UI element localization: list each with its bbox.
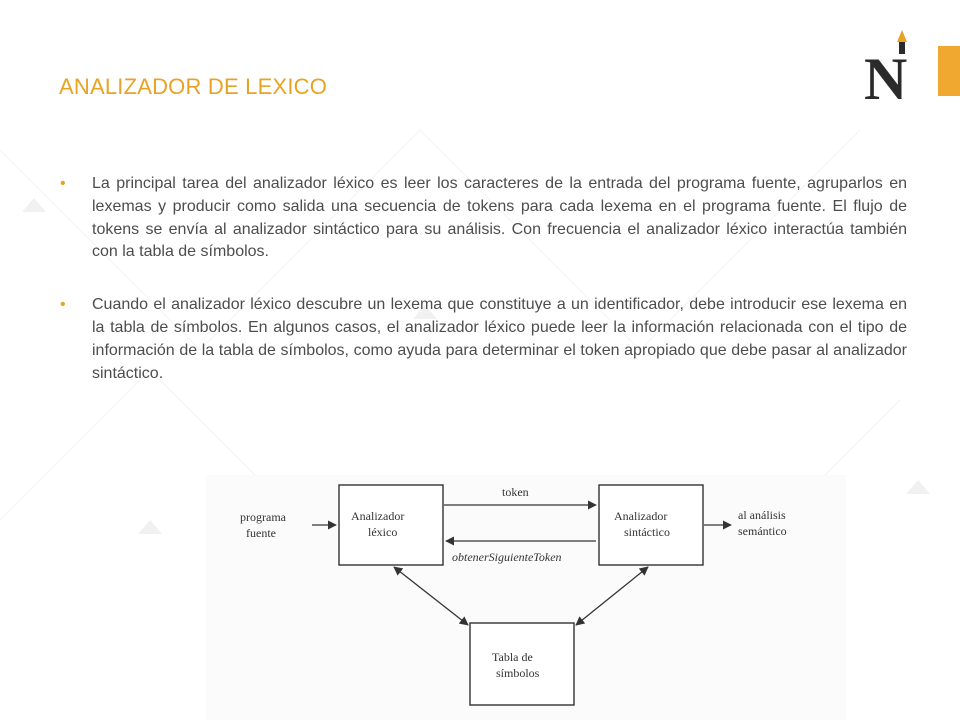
parser-label-line1: Analizador <box>614 509 668 523</box>
symbol-table-box <box>470 623 574 705</box>
bullet-text-2: Cuando el analizador léxico descubre un lexema que constituye a un identificador, debe introducir ese lexema en la tabla de símbolos. En algunos casos, el analizador léxico puede leer la información relacionada con el tipo de información de la tabla de símbolos, como ayuda para determinar el token apropiado que debe pasar al analizador sintáctico. <box>92 296 907 382</box>
lexer-label-line1: Analizador <box>351 509 405 523</box>
symbol-table-label-line2: símbolos <box>496 666 540 680</box>
bullet-text-1: La principal tarea del analizador léxico es leer los caracteres de la entrada del programa fuente, agruparlos en lexemas y producir como salida una secuencia de tokens para cada lexema en el programa fuente. El flujo de tokens se envía al analizador sintáctico para su análisis. Con frecuencia el analizador léxico interactúa también con la tabla de símbolos. <box>92 175 907 261</box>
bullet-list <box>60 173 907 415</box>
lexer-label-line2: léxico <box>368 525 398 539</box>
lexer-diagram <box>206 475 846 720</box>
bullet-item-1 <box>60 173 907 264</box>
symbol-table-label-line1: Tabla de <box>492 650 533 664</box>
parser-label-line2: sintáctico <box>624 525 670 539</box>
bullet-item-2 <box>60 294 907 385</box>
lexer-table-arrow <box>394 567 468 625</box>
bullet-marker: • <box>60 296 66 314</box>
bullet-marker: • <box>60 175 66 192</box>
token-label: token <box>502 485 529 499</box>
request-label: obtenerSiguienteToken <box>452 550 562 564</box>
accent-bar <box>938 46 960 96</box>
logo-letter: N <box>864 46 908 102</box>
output-label-line2: semántico <box>738 524 787 538</box>
university-logo-icon <box>862 26 914 102</box>
output-label-line1: al análisis <box>738 508 786 522</box>
slide-title: ANALIZADOR DE LEXICO <box>59 74 328 99</box>
input-label-line2: fuente <box>246 526 276 540</box>
input-label-line1: programa <box>240 510 286 524</box>
parser-table-arrow <box>576 567 648 625</box>
